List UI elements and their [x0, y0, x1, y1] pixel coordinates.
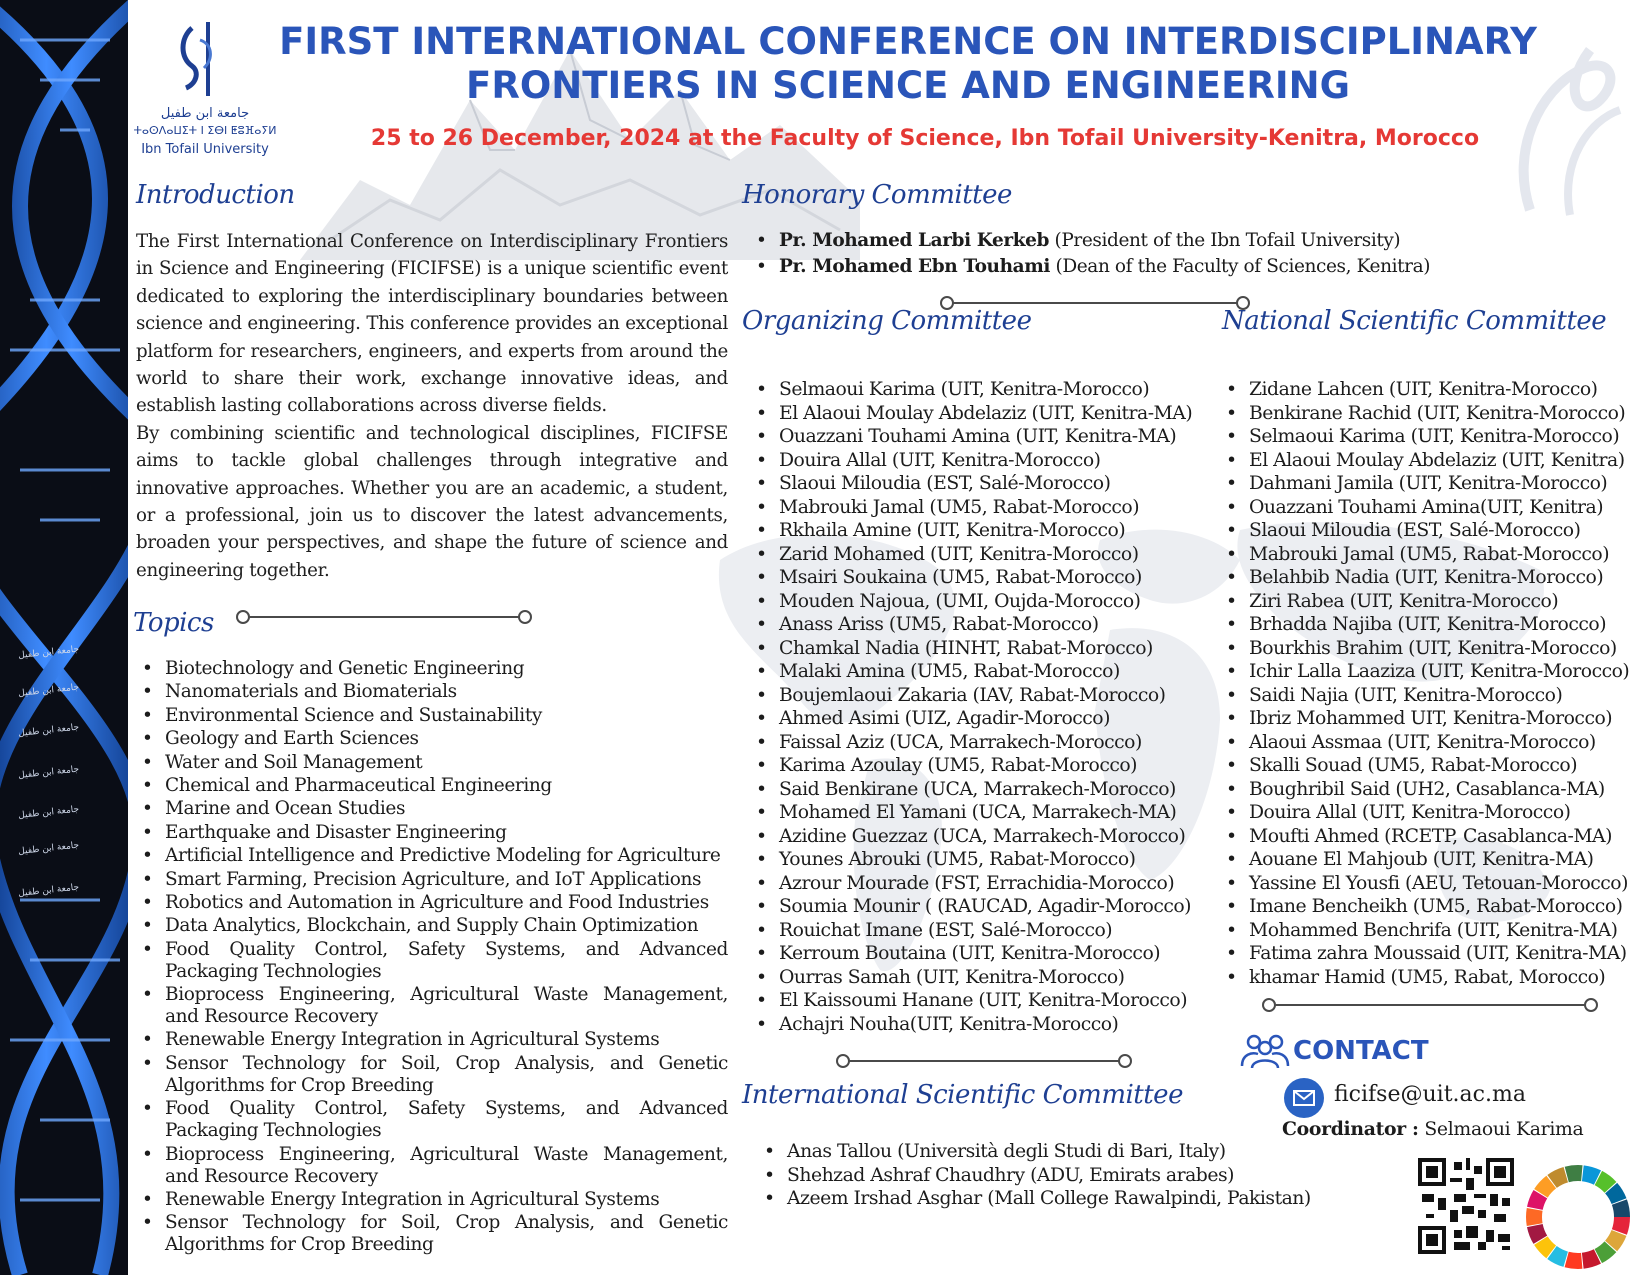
coordinator: [1282, 1118, 1583, 1140]
organizing-member: • Kerroum Boutaina (UIT, Kenitra-Morocco): [750, 942, 1230, 966]
national-member: • Moufti Ahmed (RCETP, Casablanca-MA): [1220, 825, 1650, 849]
honorary-name: Pr. Mohamed Larbi Kerkeb: [779, 230, 1050, 251]
topic-item: • Bioprocess Engineering, Agricultural Waste Management, and Resource Recovery: [136, 984, 728, 1028]
national-member: • Fatima zahra Moussaid (UIT, Kenitra-MA): [1220, 942, 1650, 966]
strip-text: جامعة ابن طفيل: [17, 644, 80, 661]
national-member: • Saidi Najia (UIT, Kenitra-Morocco): [1220, 684, 1650, 708]
dna-strip: [0, 0, 128, 1275]
topic-item: • Water and Soil Management: [136, 752, 728, 774]
topic-item: • Marine and Ocean Studies: [136, 798, 728, 820]
introduction-heading: Introduction: [136, 180, 295, 210]
organizing-member: • Douira Allal (UIT, Kenitra-Morocco): [750, 449, 1230, 473]
title-line-2: FRONTIERS IN SCIENCE AND ENGINEERING: [466, 64, 1350, 107]
logo-arabic: جامعة ابن طفيل: [160, 106, 250, 121]
section-divider: [836, 1054, 1132, 1068]
topic-item: • Environmental Science and Sustainability: [136, 705, 728, 727]
national-member: • Mabrouki Jamal (UM5, Rabat-Morocco): [1220, 543, 1650, 567]
international-committee-heading: International Scientific Committee: [742, 1080, 1183, 1110]
strip-text: جامعة ابن طفيل: [17, 682, 80, 699]
strip-text: جامعة ابن طفيل: [17, 840, 80, 857]
strip-text: جامعة ابن طفيل: [17, 764, 80, 781]
national-member: • Ziri Rabea (UIT, Kenitra-Morocco): [1220, 590, 1650, 614]
introduction-paragraph-2: By combining scientific and technological disciplines, FICIFSE aims to tackle global challenges through integrative and innovative approaches. Whether you are an academic, a student, or a professional, join us to discover the latest advancements, broaden your perspectives, and shape the future of science and engineering together.: [136, 422, 728, 581]
mail-icon: [1284, 1078, 1324, 1118]
national-member: • Bourkhis Brahim (UIT, Kenitra-Morocco): [1220, 637, 1650, 661]
introduction-paragraph-1: The First International Conference on Interdisciplinary Frontiers in Science and Engineering (FICIFSE) is a unique scientific event dedicated to exploring the interdisciplinary boundaries between science and engineering. This conference provides an exceptional platform for researchers, engineers, and experts from around the world to share their work, exchange innovative ideas, and establish lasting collaborations across diverse fields.: [136, 231, 728, 417]
national-member: • Douira Allal (UIT, Kenitra-Morocco): [1220, 801, 1650, 825]
national-member: • El Alaoui Moulay Abdelaziz (UIT, Kenitra): [1220, 449, 1650, 473]
national-member: • Imane Bencheikh (UM5, Rabat-Morocco): [1220, 895, 1650, 919]
national-member: • Alaoui Assmaa (UIT, Kenitra-Morocco): [1220, 731, 1650, 755]
national-member: • Ichir Lalla Laaziza (UIT, Kenitra-Morocco): [1220, 660, 1650, 684]
strip-text: جامعة ابن طفيل: [17, 804, 80, 821]
organizing-member: • Karima Azoulay (UM5, Rabat-Morocco): [750, 754, 1230, 778]
topic-item: • Food Quality Control, Safety Systems, and Advanced Packaging Technologies: [136, 1098, 728, 1142]
honorary-heading: Honorary Committee: [742, 180, 1012, 210]
topic-item: • Data Analytics, Blockchain, and Supply Chain Optimization: [136, 915, 728, 937]
topic-item: • Robotics and Automation in Agriculture and Food Industries: [136, 892, 728, 914]
national-member: • Yassine El Yousfi (AEU, Tetouan-Morocco): [1220, 872, 1650, 896]
sdg-wheel-icon: [1524, 1163, 1632, 1271]
topic-item: • Nanomaterials and Biomaterials: [136, 681, 728, 703]
honorary-role: (Dean of the Faculty of Sciences, Kenitra): [1050, 256, 1431, 277]
national-member: • Ibriz Mohammed UIT, Kenitra-Morocco): [1220, 707, 1650, 731]
organizing-member: • Malaki Amina (UM5, Rabat-Morocco): [750, 660, 1230, 684]
organizing-member: • Chamkal Nadia (HINHT, Rabat-Morocco): [750, 637, 1230, 661]
organizing-member: • El Kaissoumi Hanane (UIT, Kenitra-Morocco): [750, 989, 1230, 1013]
honorary-name: Pr. Mohamed Ebn Touhami: [779, 256, 1051, 277]
national-member: • Selmaoui Karima (UIT, Kenitra-Morocco): [1220, 425, 1650, 449]
organizing-member: • Ouazzani Touhami Amina (UIT, Kenitra-MA): [750, 425, 1230, 449]
section-divider: [1262, 998, 1598, 1012]
national-member: • Ouazzani Touhami Amina(UIT, Kenitra): [1220, 496, 1650, 520]
topic-item: • Earthquake and Disaster Engineering: [136, 822, 728, 844]
international-member: • Shehzad Ashraf Chaudhry (ADU, Emirats arabes): [758, 1164, 1358, 1188]
topic-item: • Biotechnology and Genetic Engineering: [136, 658, 728, 680]
organizing-member: • Faissal Aziz (UCA, Marrakech-Morocco): [750, 731, 1230, 755]
topics-list: [136, 658, 728, 1258]
national-member: • Dahmani Jamila (UIT, Kenitra-Morocco): [1220, 472, 1650, 496]
national-member: • Belahbib Nadia (UIT, Kenitra-Morocco): [1220, 566, 1650, 590]
organizing-member: • El Alaoui Moulay Abdelaziz (UIT, Kenitra-MA): [750, 402, 1230, 426]
contact-label: CONTACT: [1293, 1036, 1429, 1066]
national-member: • khamar Hamid (UM5, Rabat, Morocco): [1220, 966, 1650, 990]
organizing-member: • Rkhaila Amine (UIT, Kenitra-Morocco): [750, 519, 1230, 543]
coordinator-name: Selmaoui Karima: [1418, 1119, 1584, 1140]
national-member: • Brhadda Najiba (UIT, Kenitra-Morocco): [1220, 613, 1650, 637]
topic-item: • Renewable Energy Integration in Agricultural Systems: [136, 1189, 728, 1211]
national-member: • Benkirane Rachid (UIT, Kenitra-Morocco): [1220, 402, 1650, 426]
topics-heading: Topics: [133, 608, 214, 638]
international-member: • Azeem Irshad Asghar (Mall College Rawalpindi, Pakistan): [758, 1187, 1358, 1211]
national-member: • Skalli Souad (UM5, Rabat-Morocco): [1220, 754, 1650, 778]
honorary-role: (President of the Ibn Tofail University): [1049, 230, 1401, 251]
organizing-member: • Azrour Mourade (FST, Errachidia-Morocco): [750, 872, 1230, 896]
national-committee-heading: National Scientific Committee: [1222, 306, 1607, 336]
topic-item: • Renewable Energy Integration in Agricultural Systems: [136, 1029, 728, 1051]
organizing-member: • Mabrouki Jamal (UM5, Rabat-Morocco): [750, 496, 1230, 520]
national-member: • Boughribil Said (UH2, Casablanca-MA): [1220, 778, 1650, 802]
organizing-member: • Soumia Mounir ( (RAUCAD, Agadir-Morocco): [750, 895, 1230, 919]
logo-tifinagh: ⵜⴰⵙⴷⴰⵡⵉⵜ ⵏ ⵉⴱⵏ ⵟⵓⴼⴰⵢⵍ: [133, 124, 277, 137]
organizing-member: • Anass Ariss (UM5, Rabat-Morocco): [750, 613, 1230, 637]
topic-item: • Bioprocess Engineering, Agricultural Waste Management, and Resource Recovery: [136, 1144, 728, 1188]
organizing-member: • Mohamed El Yamani (UCA, Marrakech-MA): [750, 801, 1230, 825]
international-member: • Anas Tallou (Università degli Studi di Bari, Italy): [758, 1140, 1358, 1164]
topic-item: • Geology and Earth Sciences: [136, 728, 728, 750]
strip-text: جامعة ابن طفيل: [17, 722, 80, 739]
people-icon: [1240, 1032, 1290, 1070]
honorary-member: [750, 254, 1470, 280]
national-committee-list: [1220, 378, 1650, 989]
organizing-member: • Younes Abrouki (UM5, Rabat-Morocco): [750, 848, 1230, 872]
section-divider: [236, 610, 532, 624]
topic-item: • Food Quality Control, Safety Systems, and Advanced Packaging Technologies: [136, 939, 728, 983]
national-member: • Zidane Lahcen (UIT, Kenitra-Morocco): [1220, 378, 1650, 402]
organizing-member: • Boujemlaoui Zakaria (IAV, Rabat-Morocco): [750, 684, 1230, 708]
organizing-member: • Mouden Najoua, (UMI, Oujda-Morocco): [750, 590, 1230, 614]
national-member: • Mohammed Benchrifa (UIT, Kenitra-MA): [1220, 919, 1650, 943]
organizing-member: • Zarid Mohamed (UIT, Kenitra-Morocco): [750, 543, 1230, 567]
organizing-member: • Rouichat Imane (EST, Salé-Morocco): [750, 919, 1230, 943]
national-member: • Slaoui Miloudia (EST, Salé-Morocco): [1220, 519, 1650, 543]
contact-email[interactable]: ficifse@uit.ac.ma: [1334, 1082, 1526, 1107]
honorary-list: [750, 228, 1470, 280]
topic-item: • Artificial Intelligence and Predictive Modeling for Agriculture: [136, 845, 728, 867]
organizing-heading: Organizing Committee: [742, 306, 1032, 336]
international-committee-list: [758, 1140, 1358, 1211]
organizing-member: • Achajri Nouha(UIT, Kenitra-Morocco): [750, 1013, 1230, 1037]
topic-item: • Smart Farming, Precision Agriculture, and IoT Applications: [136, 869, 728, 891]
topic-item: • Sensor Technology for Soil, Crop Analysis, and Genetic Algorithms for Crop Breeding: [136, 1053, 728, 1097]
logo-name: Ibn Tofail University: [141, 142, 269, 157]
organizing-member: • Azidine Guezzaz (UCA, Marrakech-Morocco): [750, 825, 1230, 849]
organizing-member: • Said Benkirane (UCA, Marrakech-Morocco): [750, 778, 1230, 802]
coordinator-label: Coordinator :: [1282, 1118, 1419, 1140]
national-member: • Aouane El Mahjoub (UIT, Kenitra-MA): [1220, 848, 1650, 872]
introduction-text: [136, 228, 728, 584]
page-title: [228, 20, 1588, 108]
honorary-member: [750, 228, 1470, 254]
qr-code-icon: [1418, 1158, 1514, 1254]
page-subtitle: 25 to 26 December, 2024 at the Faculty of Science, Ibn Tofail University-Kenitra, Morocco: [370, 126, 1480, 151]
organizing-member: • Selmaoui Karima (UIT, Kenitra-Morocco): [750, 378, 1230, 402]
organizing-list: [750, 378, 1230, 1036]
organizing-member: • Ourras Samah (UIT, Kenitra-Morocco): [750, 966, 1230, 990]
organizing-member: • Slaoui Miloudia (EST, Salé-Morocco): [750, 472, 1230, 496]
strip-text: جامعة ابن طفيل: [17, 882, 80, 899]
organizing-member: • Ahmed Asimi (UIZ, Agadir-Morocco): [750, 707, 1230, 731]
title-line-1: FIRST INTERNATIONAL CONFERENCE ON INTERDISCIPLINARY: [279, 20, 1537, 63]
organizing-member: • Msairi Soukaina (UM5, Rabat-Morocco): [750, 566, 1230, 590]
dna-helix-icon: [0, 0, 128, 1275]
topic-item: • Chemical and Pharmaceutical Engineering: [136, 775, 728, 797]
topic-item: • Sensor Technology for Soil, Crop Analysis, and Genetic Algorithms for Crop Breeding: [136, 1212, 728, 1256]
